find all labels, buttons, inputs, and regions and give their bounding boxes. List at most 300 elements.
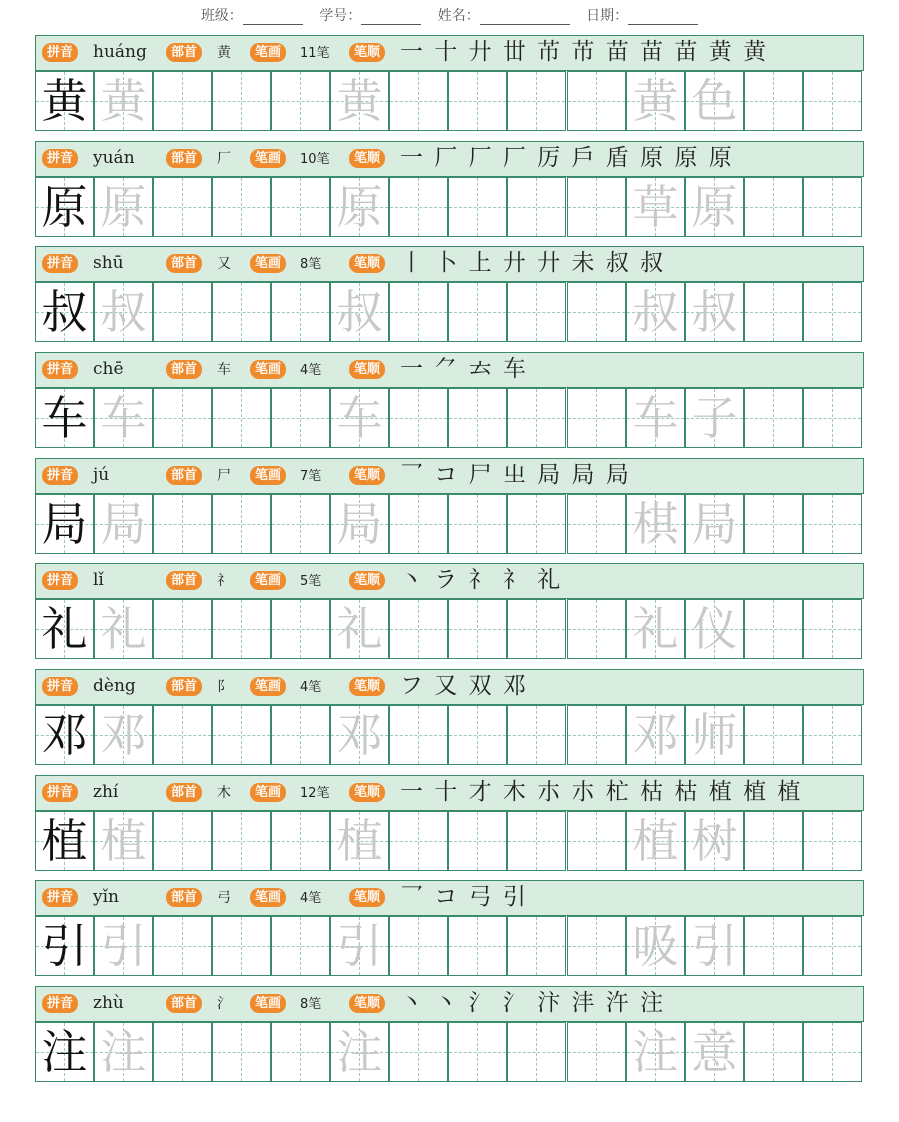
writing-cell[interactable] (389, 1022, 448, 1082)
word-character: 车 (632, 391, 679, 445)
writing-cell[interactable] (744, 705, 803, 765)
pinyin-text: yuán (93, 148, 135, 168)
word-character: 引 (691, 919, 738, 973)
writing-cell[interactable] (330, 916, 389, 976)
stroke-unit: 笔 (308, 680, 322, 695)
writing-cell[interactable] (626, 916, 685, 976)
stroke-count-badge: 笔画 (250, 254, 286, 273)
writing-cell[interactable] (448, 916, 507, 976)
stroke-count-value: 10 (300, 152, 317, 167)
student-no-field (319, 8, 421, 24)
word-character: 植 (632, 814, 679, 868)
stroke-count-badge: 笔画 (250, 888, 286, 907)
writing-cell[interactable] (567, 388, 626, 448)
radical-text: 木 (217, 785, 231, 801)
writing-cell[interactable] (389, 916, 448, 976)
writing-cell[interactable] (448, 494, 507, 554)
pinyin-badge: 拼音 (42, 43, 78, 62)
stroke-count-text (300, 467, 321, 486)
model-character: 注 (41, 1025, 88, 1079)
model-character: 礼 (41, 602, 88, 656)
writing-cell[interactable] (212, 177, 271, 237)
class-field (201, 8, 303, 24)
radical-badge: 部首 (166, 360, 202, 379)
writing-cell[interactable] (448, 282, 507, 342)
writing-cell[interactable] (94, 282, 153, 342)
writing-cell[interactable] (330, 177, 389, 237)
trace-character: 注 (100, 1025, 147, 1079)
writing-cell[interactable] (803, 916, 862, 976)
writing-cell[interactable] (94, 494, 153, 554)
writing-cell[interactable] (567, 1022, 626, 1082)
writing-cell[interactable] (389, 388, 448, 448)
writing-cell[interactable] (685, 282, 744, 342)
pinyin-badge: 拼音 (42, 571, 78, 590)
word-character: 邓 (632, 708, 679, 762)
stroke-unit: 笔 (308, 363, 322, 378)
writing-cell[interactable] (567, 177, 626, 237)
writing-cell[interactable] (212, 388, 271, 448)
writing-cell[interactable] (744, 71, 803, 131)
word-character: 注 (632, 1025, 679, 1079)
writing-cell[interactable] (803, 1022, 862, 1082)
writing-cell[interactable] (153, 599, 212, 659)
writing-cell[interactable] (153, 177, 212, 237)
writing-cell[interactable] (448, 599, 507, 659)
stroke-count-badge: 笔画 (250, 677, 286, 696)
writing-cell[interactable] (330, 388, 389, 448)
stroke-order-badge: 笔顺 (349, 149, 385, 168)
stroke-order-badge: 笔顺 (349, 571, 385, 590)
pinyin-text: lǐ (93, 570, 104, 590)
pinyin-text: huáng (93, 42, 147, 62)
stroke-count-value: 11 (300, 46, 317, 61)
writing-cell[interactable] (685, 1022, 744, 1082)
pinyin-text: dèng (93, 676, 136, 696)
writing-cell[interactable] (271, 1022, 330, 1082)
pinyin-badge: 拼音 (42, 149, 78, 168)
writing-grid (35, 1022, 864, 1083)
stroke-count-badge: 笔画 (250, 783, 286, 802)
writing-grid (35, 71, 864, 132)
writing-cell[interactable] (448, 71, 507, 131)
stroke-unit: 笔 (308, 997, 322, 1012)
writing-cell[interactable] (271, 282, 330, 342)
writing-cell[interactable] (389, 71, 448, 131)
trace-character: 植 (100, 814, 147, 868)
writing-cell[interactable] (626, 811, 685, 871)
radical-badge: 部首 (166, 888, 202, 907)
date-blank[interactable] (628, 12, 698, 25)
writing-cell[interactable] (35, 71, 94, 131)
writing-cell[interactable] (685, 388, 744, 448)
writing-cell[interactable] (271, 388, 330, 448)
writing-cell[interactable] (448, 705, 507, 765)
writing-cell[interactable] (803, 599, 862, 659)
writing-cell[interactable] (389, 494, 448, 554)
writing-cell[interactable] (35, 916, 94, 976)
writing-cell[interactable] (94, 811, 153, 871)
writing-cell[interactable] (94, 916, 153, 976)
stroke-count-badge: 笔画 (250, 994, 286, 1013)
writing-cell[interactable] (153, 1022, 212, 1082)
trace-character: 原 (336, 180, 383, 234)
stroke-count-value: 5 (300, 574, 309, 589)
writing-cell[interactable] (803, 494, 862, 554)
writing-cell[interactable] (507, 1022, 566, 1082)
pinyin-text: chē (93, 359, 124, 379)
info-bar (35, 986, 864, 1022)
character-block (35, 352, 864, 449)
writing-cell[interactable] (626, 1022, 685, 1082)
writing-cell[interactable] (507, 177, 566, 237)
radical-badge: 部首 (166, 466, 202, 485)
writing-cell[interactable] (35, 388, 94, 448)
writing-cell[interactable] (448, 1022, 507, 1082)
writing-cell[interactable] (744, 388, 803, 448)
writing-cell[interactable] (153, 388, 212, 448)
writing-cell[interactable] (685, 177, 744, 237)
writing-cell[interactable] (271, 916, 330, 976)
trace-character: 礼 (100, 602, 147, 656)
word-character: 意 (691, 1025, 738, 1079)
writing-cell[interactable] (744, 282, 803, 342)
writing-cell[interactable] (330, 71, 389, 131)
radical-badge: 部首 (166, 149, 202, 168)
writing-cell[interactable] (744, 494, 803, 554)
stroke-order-sequence: 丶 丶 氵 氵 汴 沣 汻 注 (400, 990, 666, 1016)
radical-text: 阝 (217, 679, 231, 695)
trace-character: 礼 (336, 602, 383, 656)
trace-character: 黄 (100, 74, 147, 128)
writing-cell[interactable] (94, 1022, 153, 1082)
stroke-count-text (300, 150, 330, 169)
writing-cell[interactable] (744, 177, 803, 237)
stroke-unit: 笔 (316, 46, 330, 61)
word-character: 师 (691, 708, 738, 762)
writing-cell[interactable] (153, 71, 212, 131)
word-character: 礼 (632, 602, 679, 656)
writing-cell[interactable] (448, 388, 507, 448)
writing-cell[interactable] (35, 494, 94, 554)
writing-cell[interactable] (35, 1022, 94, 1082)
writing-cell[interactable] (35, 282, 94, 342)
trace-character: 引 (100, 919, 147, 973)
character-block (35, 563, 864, 660)
model-character: 邓 (41, 708, 88, 762)
name-blank[interactable] (480, 12, 570, 25)
writing-cell[interactable] (567, 811, 626, 871)
writing-cell[interactable] (507, 916, 566, 976)
trace-character: 植 (336, 814, 383, 868)
writing-cell[interactable] (271, 599, 330, 659)
writing-cell[interactable] (626, 599, 685, 659)
stroke-order-badge: 笔顺 (349, 888, 385, 907)
character-block (35, 986, 864, 1083)
writing-grid (35, 388, 864, 449)
stroke-count-text (300, 995, 321, 1014)
info-bar (35, 352, 864, 388)
trace-character: 叔 (100, 285, 147, 339)
writing-cell[interactable] (212, 282, 271, 342)
stroke-order-badge: 笔顺 (349, 43, 385, 62)
stroke-order-badge: 笔顺 (349, 466, 385, 485)
radical-badge: 部首 (166, 43, 202, 62)
writing-cell[interactable] (507, 494, 566, 554)
writing-cell[interactable] (271, 705, 330, 765)
writing-cell[interactable] (389, 177, 448, 237)
stroke-order-sequence: フ 又 双 邓 (400, 673, 528, 699)
info-bar (35, 246, 864, 282)
writing-cell[interactable] (389, 811, 448, 871)
writing-cell[interactable] (94, 177, 153, 237)
writing-cell[interactable] (330, 282, 389, 342)
model-character: 叔 (41, 285, 88, 339)
writing-cell[interactable] (389, 705, 448, 765)
stroke-count-value: 4 (300, 891, 309, 906)
model-character: 局 (41, 497, 88, 551)
stroke-count-text (300, 784, 330, 803)
writing-cell[interactable] (507, 705, 566, 765)
pinyin-badge: 拼音 (42, 466, 78, 485)
writing-cell[interactable] (567, 282, 626, 342)
radical-text: 尸 (217, 468, 231, 484)
writing-cell[interactable] (685, 494, 744, 554)
writing-cell[interactable] (94, 388, 153, 448)
stroke-order-badge: 笔顺 (349, 994, 385, 1013)
writing-cell[interactable] (153, 282, 212, 342)
trace-character: 引 (336, 919, 383, 973)
stroke-count-badge: 笔画 (250, 466, 286, 485)
writing-cell[interactable] (35, 177, 94, 237)
stroke-count-value: 12 (300, 786, 317, 801)
stroke-unit: 笔 (308, 574, 322, 589)
writing-cell[interactable] (212, 705, 271, 765)
writing-cell[interactable] (507, 388, 566, 448)
writing-cell[interactable] (153, 705, 212, 765)
writing-cell[interactable] (330, 811, 389, 871)
writing-cell[interactable] (330, 599, 389, 659)
pinyin-text: shū (93, 253, 124, 273)
writing-cell[interactable] (35, 705, 94, 765)
writing-cell[interactable] (685, 705, 744, 765)
writing-cell[interactable] (212, 71, 271, 131)
stroke-count-text (300, 678, 321, 697)
writing-cell[interactable] (507, 811, 566, 871)
writing-cell[interactable] (626, 494, 685, 554)
writing-grid (35, 811, 864, 872)
radical-text: 黄 (217, 45, 231, 61)
stroke-count-badge: 笔画 (250, 571, 286, 590)
stroke-count-text (300, 572, 321, 591)
pinyin-text: jú (93, 465, 110, 485)
stroke-order-badge: 笔顺 (349, 677, 385, 696)
radical-text: 氵 (217, 996, 231, 1012)
writing-cell[interactable] (212, 916, 271, 976)
class-label: 班级： (200, 8, 243, 24)
writing-cell[interactable] (212, 494, 271, 554)
writing-cell[interactable] (567, 71, 626, 131)
writing-cell[interactable] (507, 599, 566, 659)
character-block (35, 458, 864, 555)
radical-text: 厂 (217, 151, 231, 167)
trace-character: 局 (336, 497, 383, 551)
writing-cell[interactable] (94, 705, 153, 765)
writing-cell[interactable] (271, 811, 330, 871)
word-character: 吸 (632, 919, 679, 973)
stroke-order-sequence: 乛 コ 弓 引 (400, 884, 528, 910)
writing-cell[interactable] (803, 71, 862, 131)
writing-cell[interactable] (389, 599, 448, 659)
writing-grid (35, 282, 864, 343)
writing-cell[interactable] (685, 599, 744, 659)
writing-cell[interactable] (744, 1022, 803, 1082)
writing-cell[interactable] (626, 388, 685, 448)
trace-character: 黄 (336, 74, 383, 128)
trace-character: 邓 (100, 708, 147, 762)
writing-cell[interactable] (685, 916, 744, 976)
writing-cell[interactable] (567, 599, 626, 659)
name-field (438, 8, 570, 24)
word-character: 原 (691, 180, 738, 234)
worksheet-header (0, 5, 899, 25)
stroke-count-text (300, 889, 321, 908)
radical-text: 礻 (217, 573, 231, 589)
character-block (35, 775, 864, 872)
writing-cell[interactable] (94, 599, 153, 659)
stroke-count-value: 7 (300, 469, 309, 484)
character-block (35, 880, 864, 977)
writing-cell[interactable] (389, 282, 448, 342)
radical-text: 弓 (217, 890, 231, 906)
stroke-order-sequence: 一 十 廾 丗 芇 芇 苗 苗 苗 黄 黄 (400, 39, 769, 65)
character-block (35, 669, 864, 766)
writing-cell[interactable] (507, 71, 566, 131)
writing-cell[interactable] (567, 916, 626, 976)
writing-cell[interactable] (330, 705, 389, 765)
stroke-order-sequence: 一 十 才 木 朩 朩 杧 枯 枯 植 植 植 (400, 779, 803, 805)
date-label: 日期： (586, 8, 629, 24)
radical-badge: 部首 (166, 783, 202, 802)
writing-cell[interactable] (271, 494, 330, 554)
class-blank[interactable] (243, 12, 303, 25)
writing-grid (35, 705, 864, 766)
writing-cell[interactable] (626, 705, 685, 765)
stroke-order-sequence: 一 ⺈ 𠫓 车 (400, 356, 528, 382)
writing-cell[interactable] (626, 177, 685, 237)
writing-cell[interactable] (685, 811, 744, 871)
trace-character: 叔 (336, 285, 383, 339)
word-character: 色 (691, 74, 738, 128)
stroke-unit: 笔 (308, 891, 322, 906)
writing-cell[interactable] (803, 282, 862, 342)
stroke-order-badge: 笔顺 (349, 783, 385, 802)
writing-cell[interactable] (35, 599, 94, 659)
word-character: 草 (632, 180, 679, 234)
word-character: 子 (691, 391, 738, 445)
stroke-count-value: 4 (300, 363, 309, 378)
writing-cell[interactable] (803, 811, 862, 871)
pinyin-badge: 拼音 (42, 360, 78, 379)
writing-cell[interactable] (212, 811, 271, 871)
writing-cell[interactable] (330, 494, 389, 554)
trace-character: 注 (336, 1025, 383, 1079)
writing-cell[interactable] (35, 811, 94, 871)
writing-cell[interactable] (626, 282, 685, 342)
writing-cell[interactable] (803, 705, 862, 765)
writing-cell[interactable] (271, 177, 330, 237)
writing-cell[interactable] (448, 177, 507, 237)
writing-cell[interactable] (803, 388, 862, 448)
radical-text: 又 (217, 256, 231, 272)
writing-cell[interactable] (448, 811, 507, 871)
stroke-count-value: 8 (300, 257, 309, 272)
stroke-count-badge: 笔画 (250, 43, 286, 62)
word-character: 叔 (691, 285, 738, 339)
info-bar (35, 775, 864, 811)
writing-cell[interactable] (685, 71, 744, 131)
writing-cell[interactable] (153, 811, 212, 871)
writing-cell[interactable] (94, 71, 153, 131)
writing-cell[interactable] (271, 71, 330, 131)
writing-cell[interactable] (626, 71, 685, 131)
stroke-count-value: 8 (300, 997, 309, 1012)
writing-cell[interactable] (153, 916, 212, 976)
student-no-label: 学号： (319, 8, 362, 24)
writing-cell[interactable] (507, 282, 566, 342)
writing-cell[interactable] (803, 177, 862, 237)
writing-cell[interactable] (744, 916, 803, 976)
info-bar (35, 35, 864, 71)
radical-badge: 部首 (166, 677, 202, 696)
writing-grid (35, 916, 864, 977)
writing-cell[interactable] (744, 599, 803, 659)
name-label: 姓名： (437, 8, 480, 24)
writing-cell[interactable] (212, 1022, 271, 1082)
stroke-count-badge: 笔画 (250, 149, 286, 168)
stroke-count-text (300, 361, 321, 380)
writing-cell[interactable] (330, 1022, 389, 1082)
student-no-blank[interactable] (361, 12, 421, 25)
model-character: 车 (41, 391, 88, 445)
trace-character: 局 (100, 497, 147, 551)
word-character: 棋 (632, 497, 679, 551)
stroke-count-text (300, 44, 330, 63)
trace-character: 车 (100, 391, 147, 445)
word-character: 树 (691, 814, 738, 868)
writing-cell[interactable] (744, 811, 803, 871)
date-field (586, 8, 698, 24)
writing-cell[interactable] (567, 494, 626, 554)
pinyin-badge: 拼音 (42, 677, 78, 696)
stroke-order-badge: 笔顺 (349, 254, 385, 273)
stroke-count-badge: 笔画 (250, 360, 286, 379)
character-block (35, 141, 864, 238)
pinyin-badge: 拼音 (42, 254, 78, 273)
model-character: 黄 (41, 74, 88, 128)
trace-character: 原 (100, 180, 147, 234)
stroke-unit: 笔 (316, 152, 330, 167)
info-bar (35, 563, 864, 599)
pinyin-text: zhù (93, 993, 124, 1013)
stroke-order-sequence: 乛 コ 尸 㞢 局 局 局 (400, 462, 631, 488)
word-character: 仪 (691, 602, 738, 656)
writing-cell[interactable] (153, 494, 212, 554)
stroke-order-badge: 笔顺 (349, 360, 385, 379)
writing-cell[interactable] (567, 705, 626, 765)
pinyin-badge: 拼音 (42, 994, 78, 1013)
writing-cell[interactable] (212, 599, 271, 659)
